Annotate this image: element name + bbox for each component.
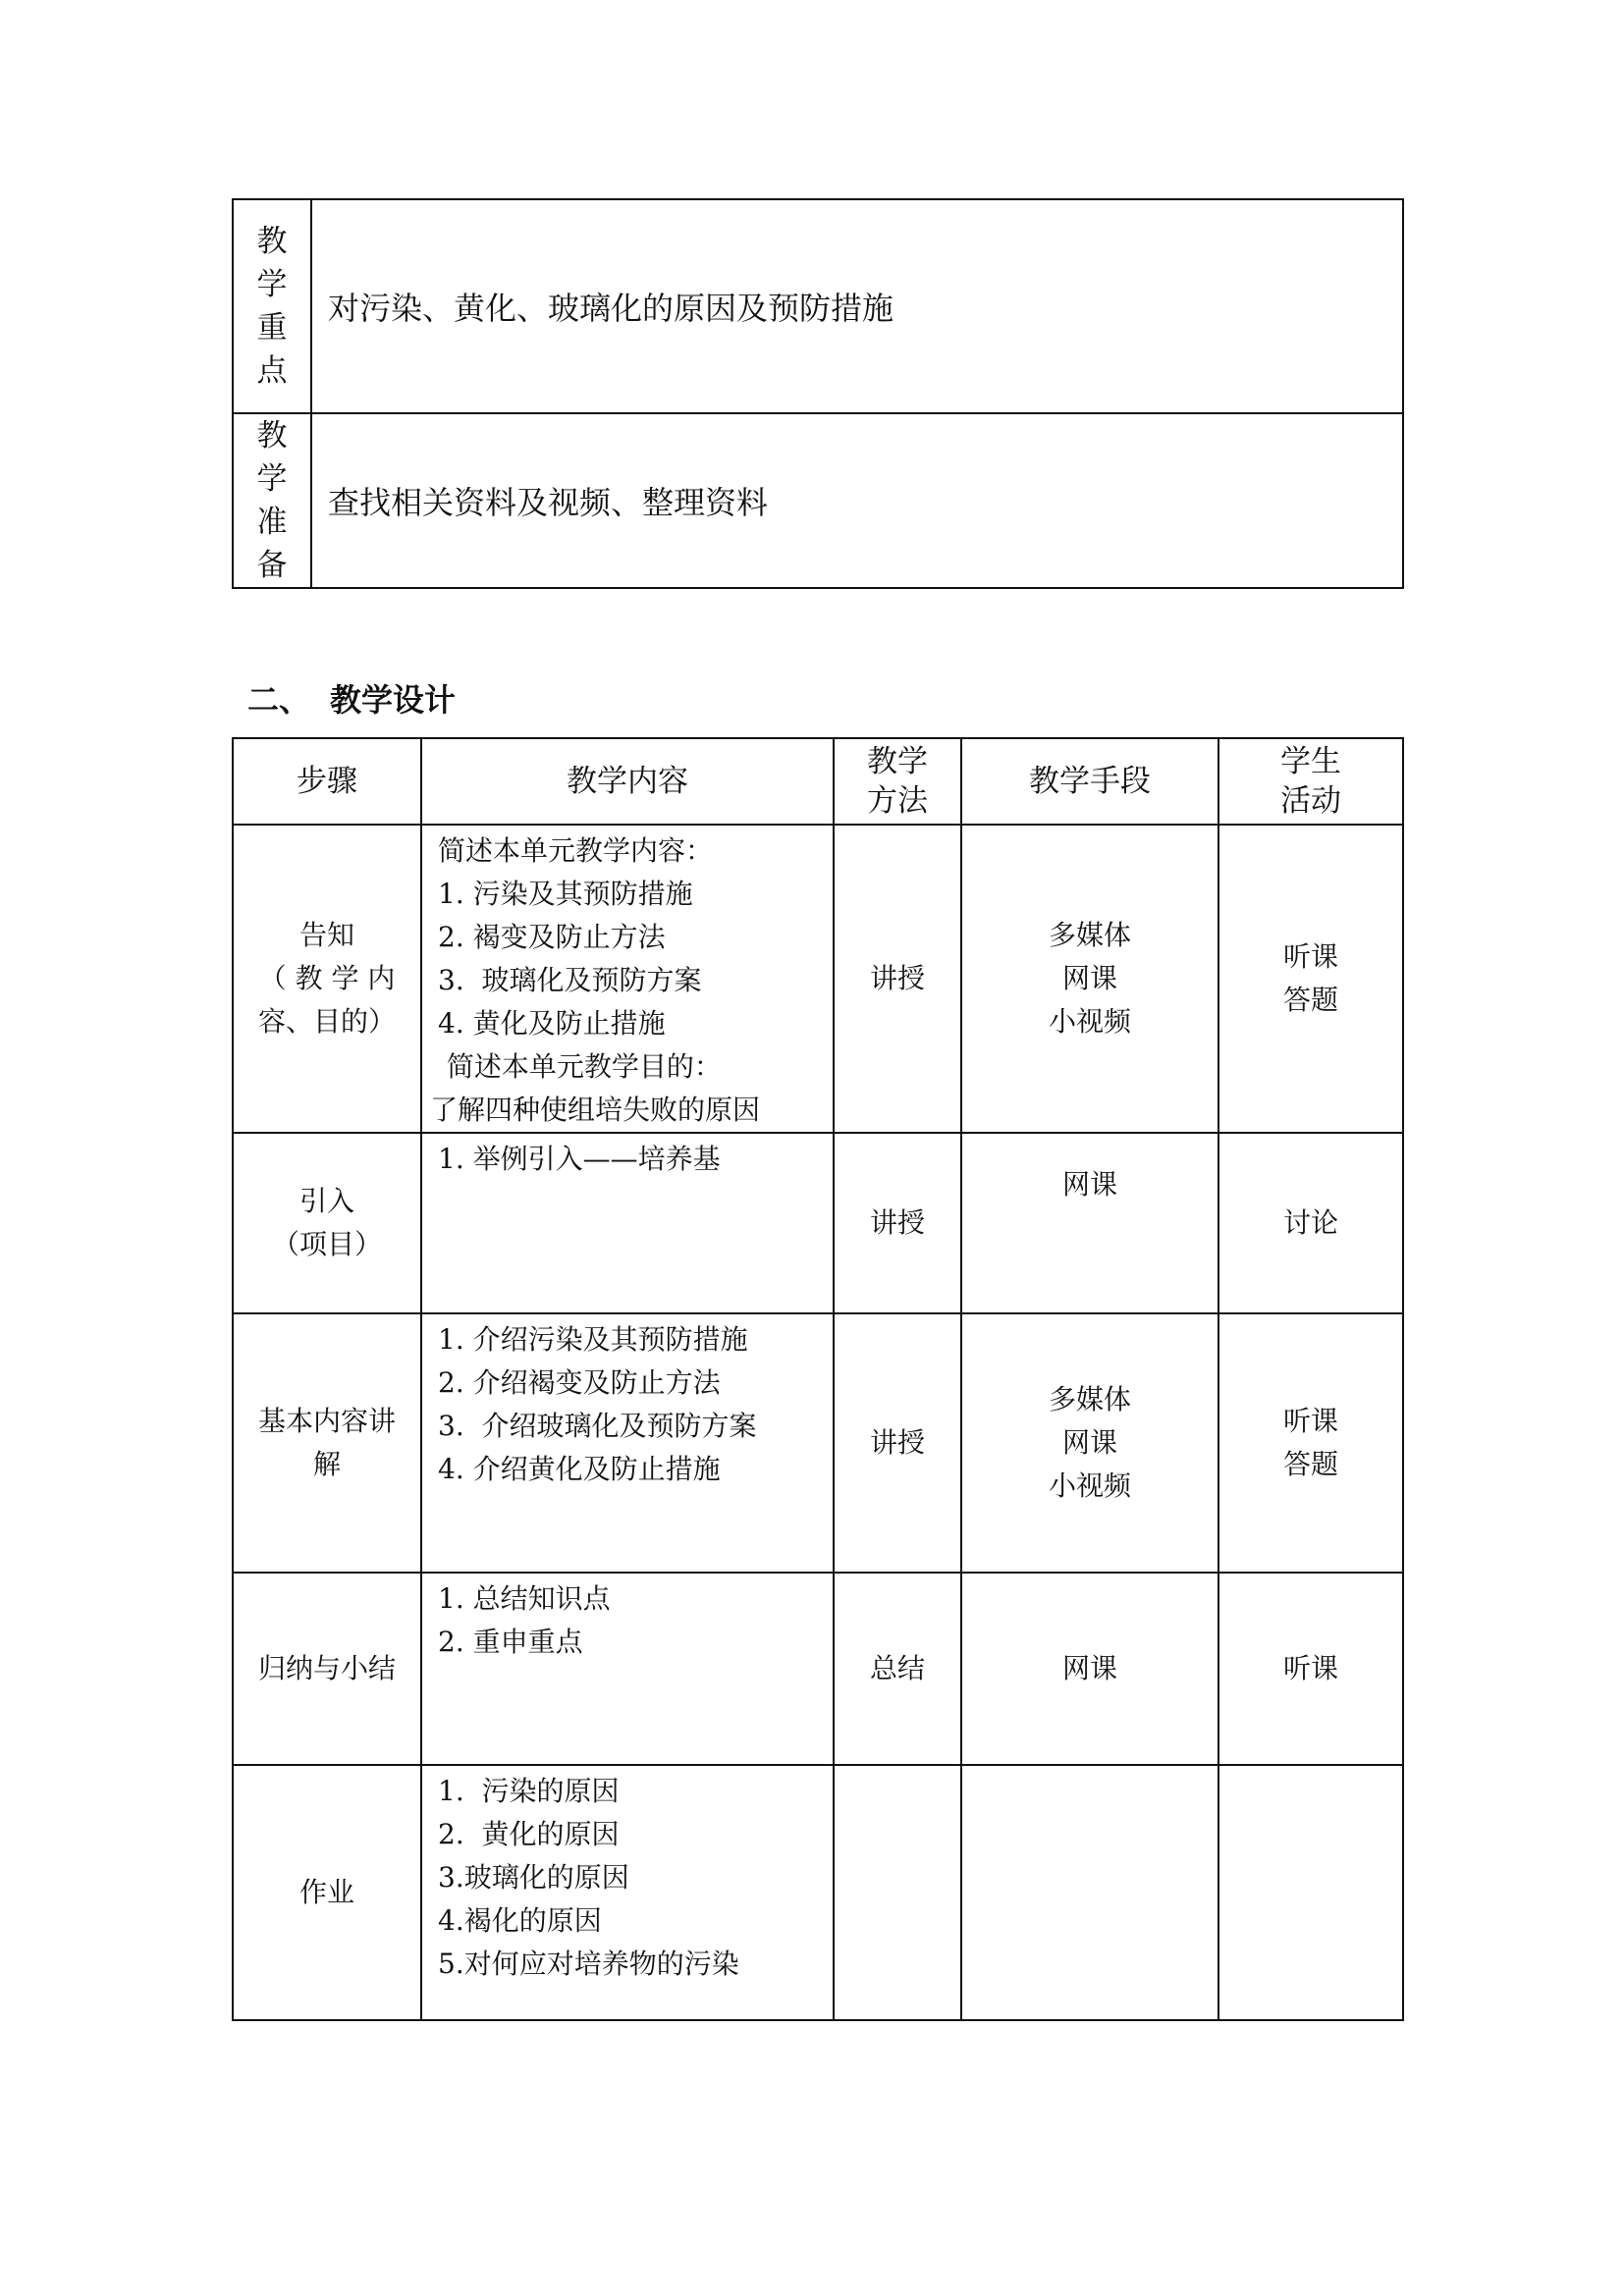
content-cell: 1. 总结知识点 2. 重申重点	[421, 1573, 834, 1765]
teaching-design-table	[232, 737, 1404, 2021]
method-cell: 讲授	[834, 1133, 961, 1313]
method-cell: 讲授	[834, 825, 961, 1133]
header-content: 教学内容	[421, 738, 834, 825]
teaching-focus-label: 教 学 重 点	[233, 199, 311, 413]
content-cell: 1. 介绍污染及其预防措施 2. 介绍褐变及防止方法 3. 介绍玻璃化及预防方案 4. 介绍黄化及防止措施	[421, 1313, 834, 1573]
section-title: 教学设计	[330, 681, 457, 719]
table-row	[233, 413, 1403, 588]
teaching-focus-content: 对污染、黄化、玻璃化的原因及预防措施	[311, 199, 1403, 413]
section-heading	[247, 675, 456, 721]
activity-cell: 听课 答题	[1218, 1313, 1403, 1573]
table-row	[233, 1133, 1403, 1313]
table-row	[233, 1573, 1403, 1765]
content-cell: 1. 举例引入——培养基	[421, 1133, 834, 1313]
means-cell: 网课	[961, 1133, 1218, 1313]
header-means: 教学手段	[961, 738, 1218, 825]
table-row	[233, 1765, 1403, 2020]
table-header-row	[233, 738, 1403, 825]
table-row	[233, 825, 1403, 1133]
step-cell: 引入 （项目）	[233, 1133, 421, 1313]
method-cell: 讲授	[834, 1313, 961, 1573]
method-cell: 总结	[834, 1573, 961, 1765]
header-method: 教学 方法	[834, 738, 961, 825]
means-cell	[961, 1765, 1218, 2020]
method-cell	[834, 1765, 961, 2020]
means-cell: 多媒体 网课 小视频	[961, 825, 1218, 1133]
teaching-preparation-label: 教 学 准 备	[233, 413, 311, 588]
table-row	[233, 1313, 1403, 1573]
activity-cell: 听课 答题	[1218, 825, 1403, 1133]
step-cell: 告知 （ 教 学 内 容、目的）	[233, 825, 421, 1133]
means-cell: 多媒体 网课 小视频	[961, 1313, 1218, 1573]
step-cell: 基本内容讲 解	[233, 1313, 421, 1573]
activity-cell: 听课	[1218, 1573, 1403, 1765]
activity-cell: 讨论	[1218, 1133, 1403, 1313]
step-cell: 作业	[233, 1765, 421, 2020]
activity-cell	[1218, 1765, 1403, 2020]
means-cell: 网课	[961, 1573, 1218, 1765]
content-cell: 简述本单元教学内容： 1. 污染及其预防措施 2. 褐变及防止方法 3. 玻璃化及预防方案 4. 黄化及防止措施 简述本单元教学目的： 了解四种使组培失败的原因	[421, 825, 834, 1133]
content-cell: 1. 污染的原因 2. 黄化的原因 3.玻璃化的原因 4.褐化的原因 5.对何应对培养物的污染	[421, 1765, 834, 2020]
key-points-table	[232, 198, 1404, 589]
step-cell: 归纳与小结	[233, 1573, 421, 1765]
section-number: 二、	[247, 681, 311, 719]
header-activity: 学生 活动	[1218, 738, 1403, 825]
teaching-preparation-content: 查找相关资料及视频、整理资料	[311, 413, 1403, 588]
header-step: 步骤	[233, 738, 421, 825]
table-row	[233, 199, 1403, 413]
